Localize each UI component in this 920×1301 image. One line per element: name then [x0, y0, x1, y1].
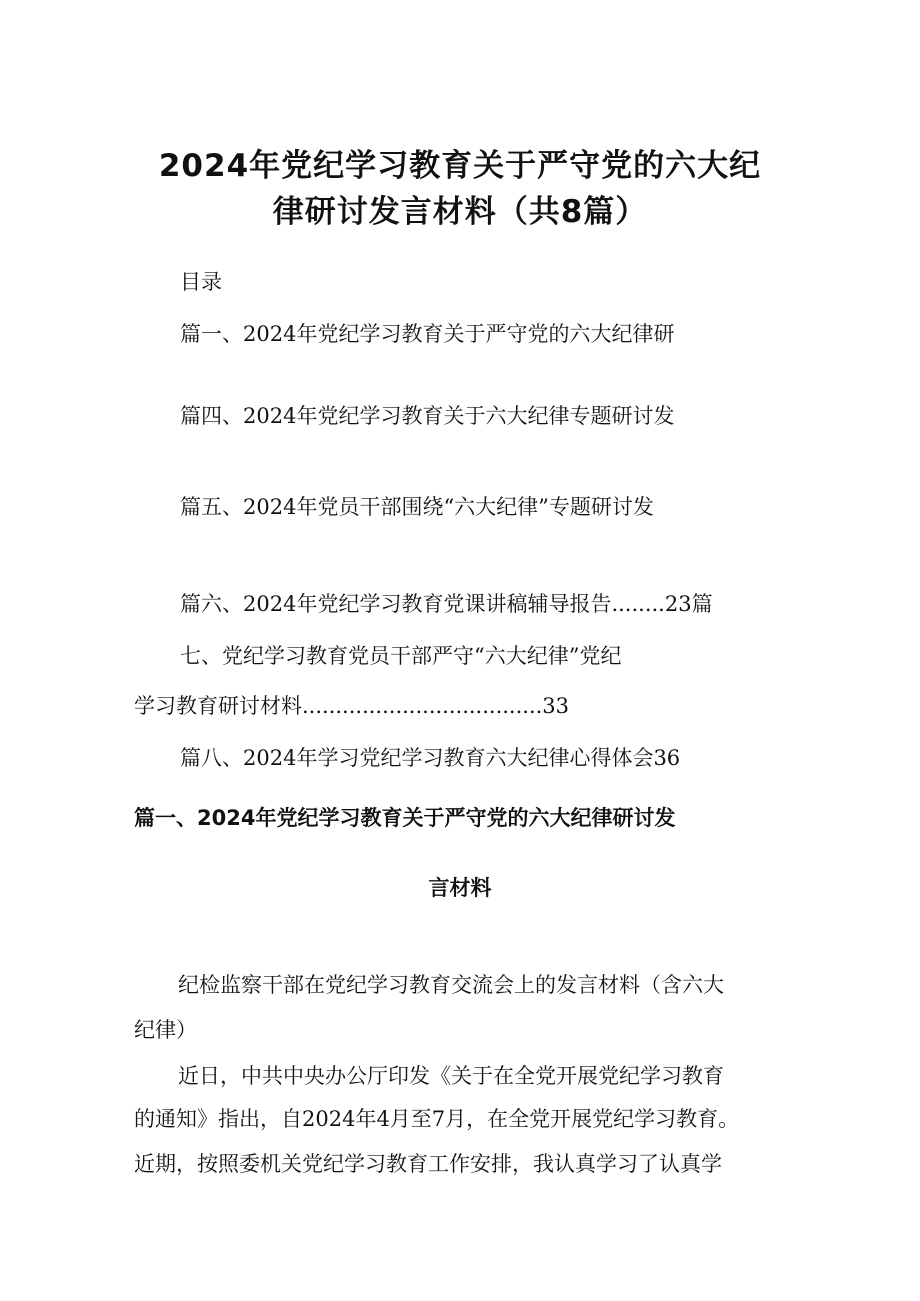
body-text-line: 的通知》指出，自2024年4月至7月，在全党开展党纪学习教育。 — [134, 1107, 740, 1131]
body-text-line: 近日，中共中央办公厅印发《关于在全党开展党纪学习教育 — [178, 1064, 724, 1088]
toc-entry-7-line-1[interactable]: 七、党纪学习教育党员干部严守“六大纪律”党纪 — [180, 644, 622, 668]
body-text-line: 纪律） — [134, 1018, 197, 1042]
document-title-line-2: 律研讨发言材料（共8篇） — [272, 194, 648, 230]
body-text-line: 纪检监察干部在党纪学习教育交流会上的发言材料（含六大 — [178, 973, 724, 997]
document-title-line-1: 2024年党纪学习教育关于严守党的六大纪 — [158, 148, 762, 184]
toc-entry-6[interactable]: 篇六、2024年党纪学习教育党课讲稿辅导报告........23篇 — [180, 592, 713, 616]
toc-label: 目录 — [180, 270, 222, 294]
section-heading-line-2: 言材料 — [428, 876, 492, 900]
toc-entry-7-line-2[interactable]: 学习教育研讨材料....................................33 — [134, 694, 570, 718]
body-text-line: 近期，按照委机关党纪学习教育工作安排，我认真学习了认真学 — [134, 1152, 722, 1176]
toc-entry-8[interactable]: 篇八、2024年学习党纪学习教育六大纪律心得体会36 — [180, 746, 681, 770]
toc-entry-5[interactable]: 篇五、2024年党员干部围绕“六大纪律”专题研讨发 — [180, 495, 654, 519]
toc-entry-4[interactable]: 篇四、2024年党纪学习教育关于六大纪律专题研讨发 — [180, 404, 675, 428]
toc-entry-1[interactable]: 篇一、2024年党纪学习教育关于严守党的六大纪律研 — [180, 322, 675, 346]
section-heading-line-1: 篇一、2024年党纪学习教育关于严守党的六大纪律研讨发 — [134, 806, 676, 830]
